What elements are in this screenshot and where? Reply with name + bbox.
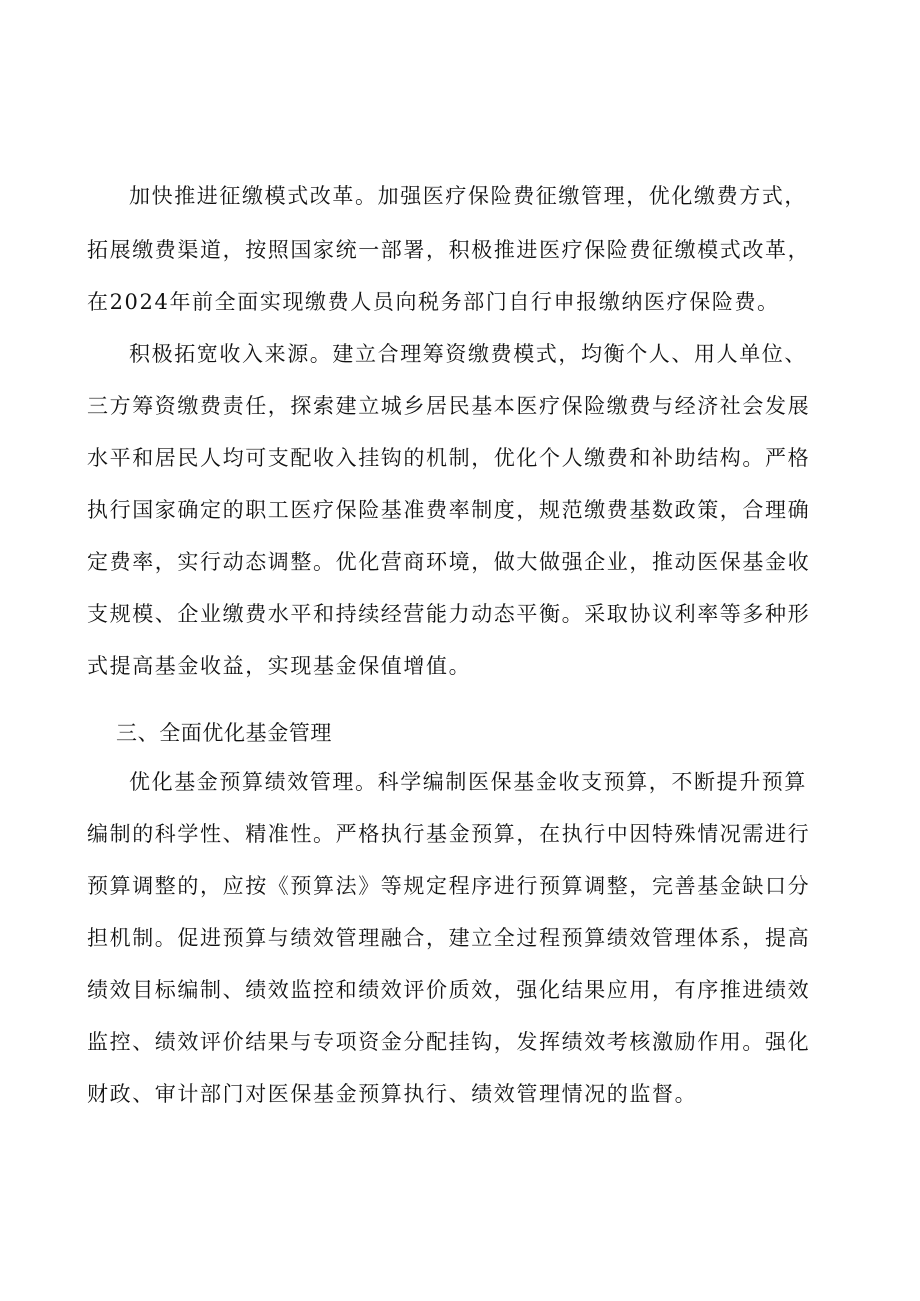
paragraph-1-line-3: 在2024年前全面实现缴费人员向税务部门自行申报缴纳医疗保险费。: [87, 290, 780, 314]
paragraph-2-line-5: 定费率，实行动态调整。优化营商环境，做大做强企业，推动医保基金收: [87, 550, 811, 574]
paragraph-1-line-2: 拓展缴费渠道，按照国家统一部署，积极推进医疗保险费征缴模式改革，: [87, 238, 811, 262]
paragraph-2-line-2: 三方筹资缴费责任，探索建立城乡居民基本医疗保险缴费与经济社会发展: [87, 394, 811, 418]
paragraph-2-line-6: 支规模、企业缴费水平和持续经营能力动态平衡。采取协议利率等多种形: [87, 602, 811, 626]
paragraph-2-line-3: 水平和居民人均可支配收入挂钩的机制，优化个人缴费和补助结构。严格: [87, 446, 811, 470]
paragraph-3-line-1: 优化基金预算绩效管理。科学编制医保基金收支预算，不断提升预算: [129, 770, 807, 794]
paragraph-2-line-1: 积极拓宽收入来源。建立合理筹资缴费模式，均衡个人、用人单位、: [129, 342, 807, 366]
paragraph-3-line-5: 绩效目标编制、绩效监控和绩效评价质效，强化结果应用，有序推进绩效: [87, 978, 811, 1002]
paragraph-1-line-1: 加快推进征缴模式改革。加强医疗保险费征缴管理，优化缴费方式，: [129, 184, 807, 208]
paragraph-3-line-2: 编制的科学性、精准性。严格执行基金预算，在执行中因特殊情况需进行: [87, 822, 811, 846]
paragraph-3-line-4: 担机制。促进预算与绩效管理融合，建立全过程预算绩效管理体系，提高: [87, 926, 811, 950]
paragraph-2-line-7: 式提高基金收益，实现基金保值增值。: [87, 654, 472, 678]
paragraph-3-line-7: 财政、审计部门对医保基金预算执行、绩效管理情况的监督。: [87, 1082, 698, 1106]
paragraph-2-line-4: 执行国家确定的职工医疗保险基准费率制度，规范缴费基数政策，合理确: [87, 498, 811, 522]
paragraph-3-line-6: 监控、绩效评价结果与专项资金分配挂钩，发挥绩效考核激励作用。强化: [87, 1030, 811, 1054]
section-heading: 三、全面优化基金管理: [116, 721, 332, 745]
paragraph-3-line-3: 预算调整的，应按《预算法》等规定程序进行预算调整，完善基金缺口分: [87, 874, 811, 898]
